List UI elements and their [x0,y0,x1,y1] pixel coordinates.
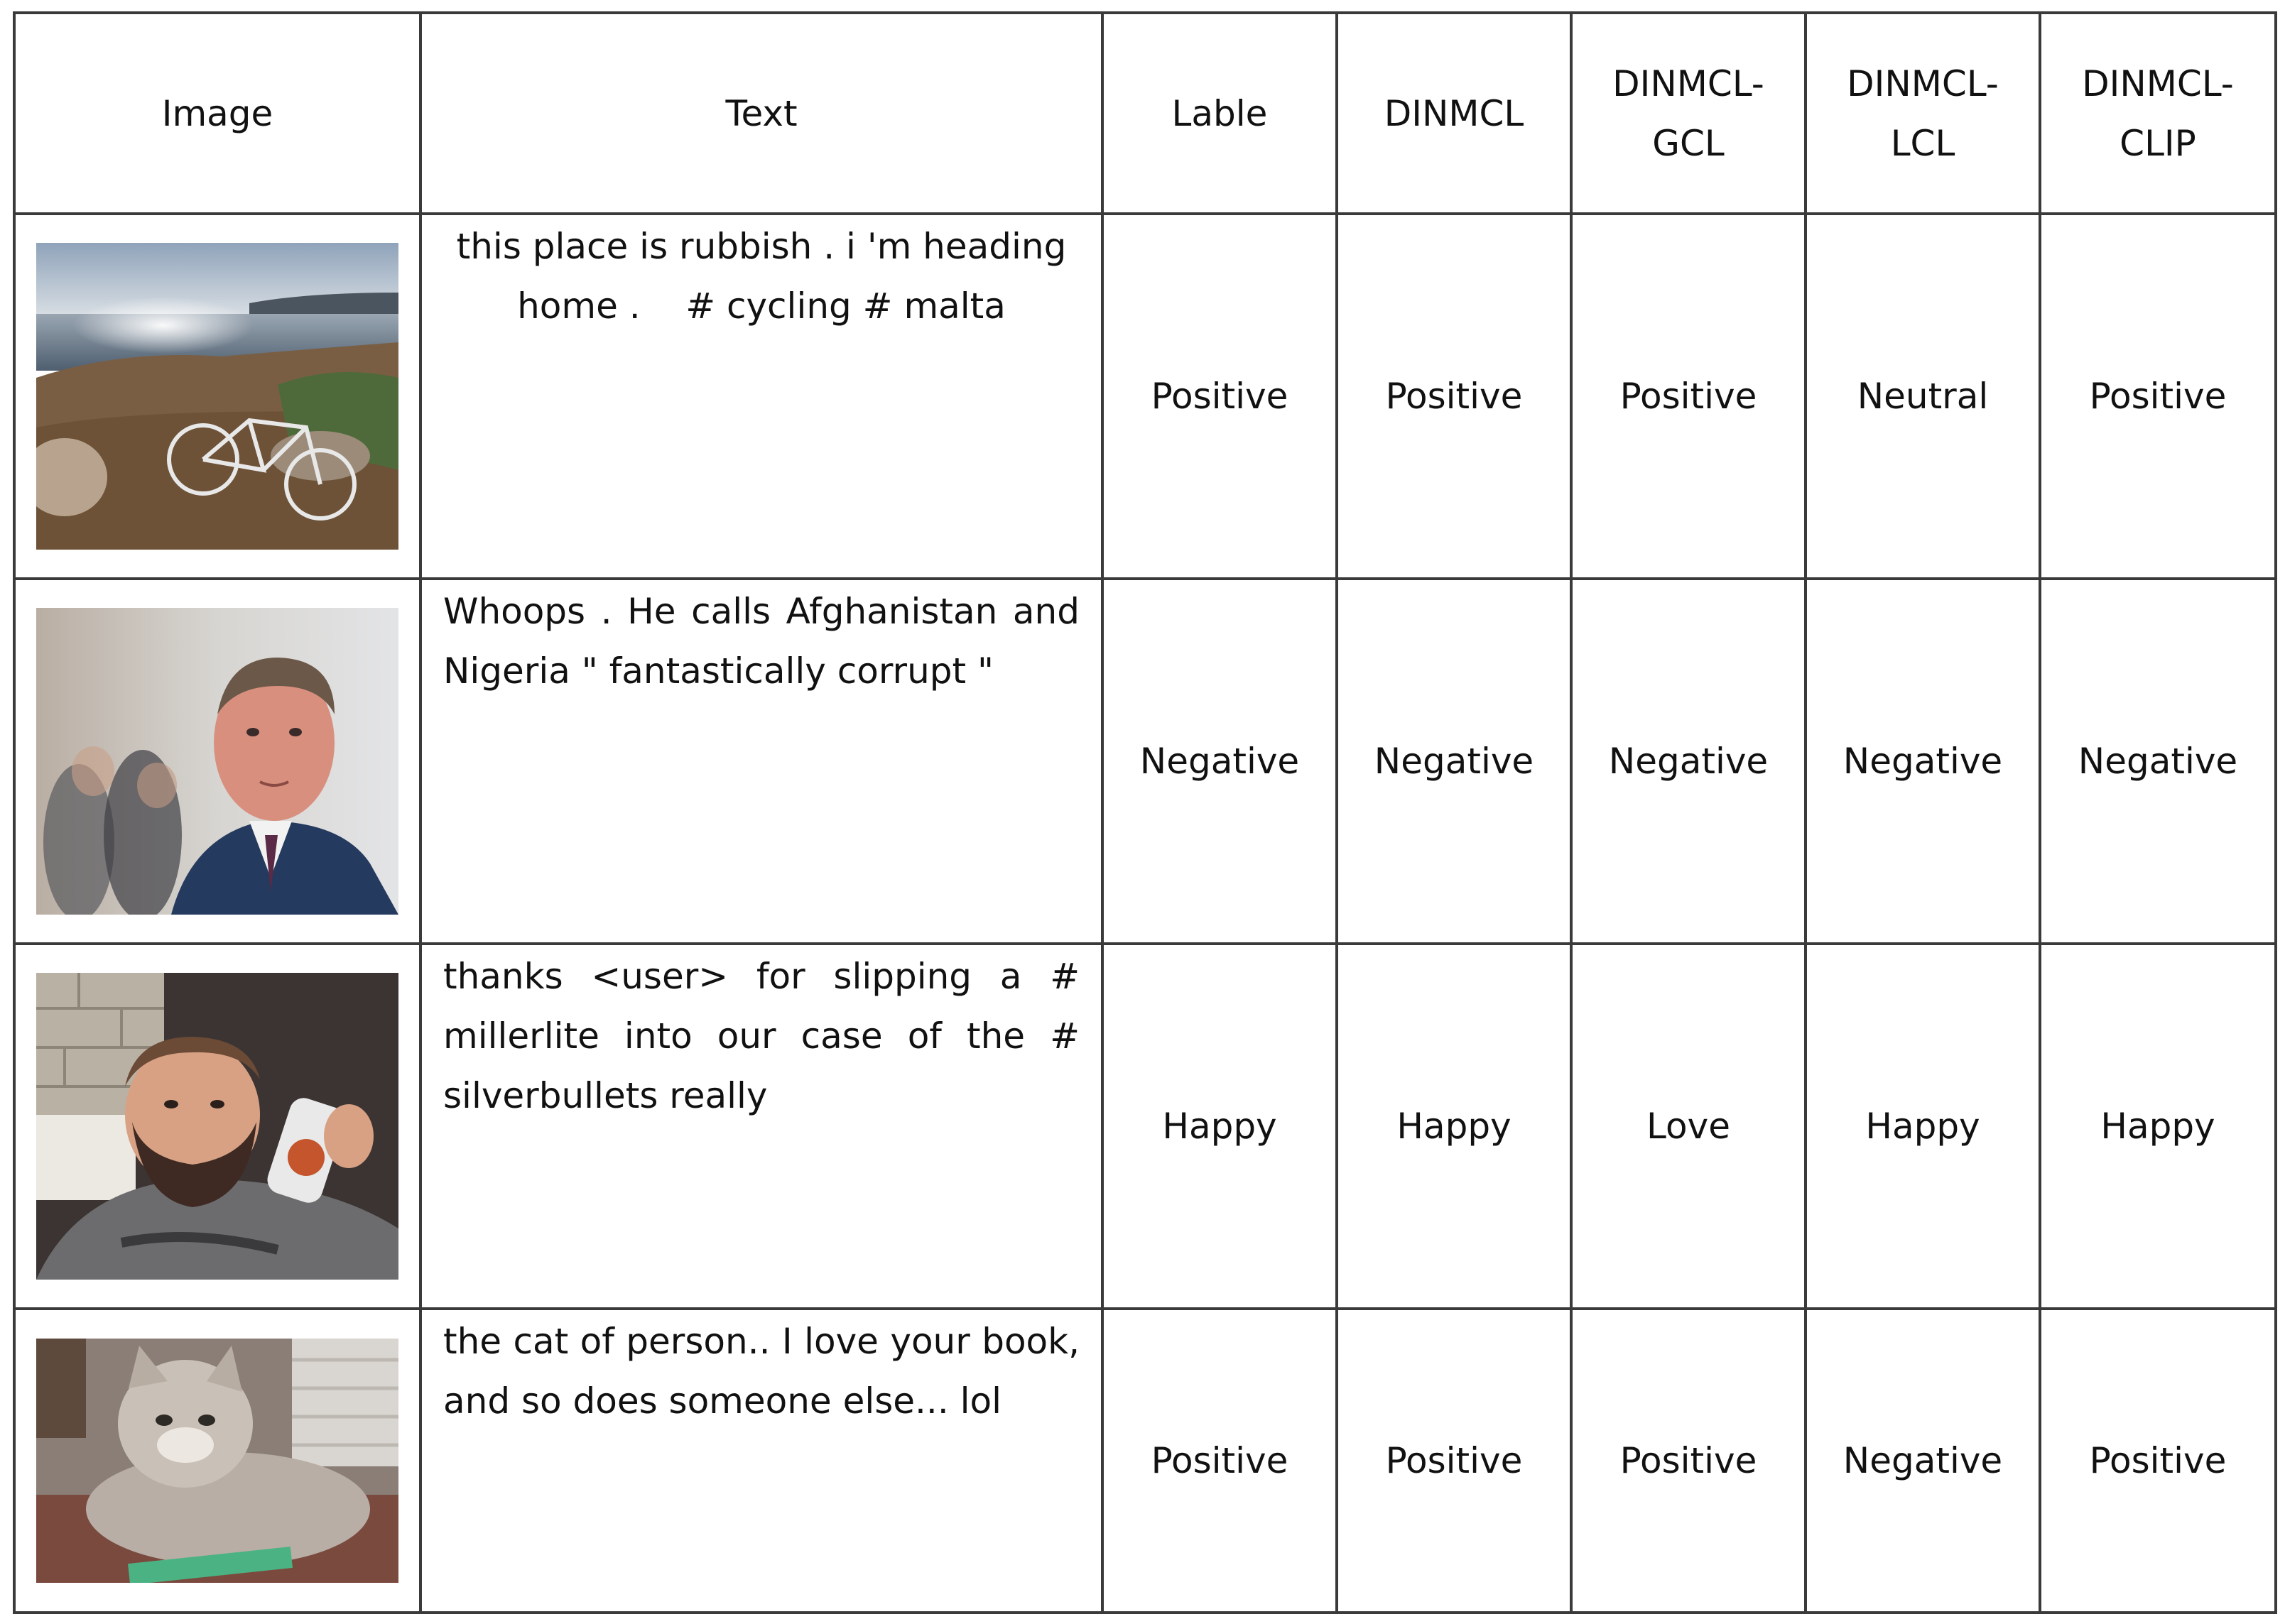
dinmcl-lcl-cell: Neutral [1806,214,2040,579]
label-cell: Positive [1102,1309,1337,1613]
tweet-text: Whoops . He calls Afghanistan and Nigeria " fantastically corrupt " [420,579,1102,944]
dinmcl-cell: Negative [1337,579,1571,944]
bicycle-coast-photo [36,243,398,550]
label-cell: Positive [1102,214,1337,579]
politician-portrait-photo [36,608,398,915]
dinmcl-cell: Happy [1337,944,1571,1309]
image-cell [14,214,420,579]
header-dinmcl-clip: DINMCL- CLIP [2040,13,2276,214]
dinmcl-gcl-cell: Positive [1571,1309,1806,1613]
dinmcl-lcl-cell: Happy [1806,944,2040,1309]
dinmcl-clip-cell: Happy [2040,944,2276,1309]
dinmcl-lcl-cell: Negative [1806,1309,2040,1613]
header-label: Lable [1102,13,1337,214]
tweet-text: the cat of person.. I love your book, and so does someone else... lol [420,1309,1102,1613]
dinmcl-clip-cell: Negative [2040,579,2276,944]
image-cell [14,1309,420,1613]
dinmcl-gcl-cell: Love [1571,944,1806,1309]
image-cell [14,579,420,944]
header-row [14,13,2276,214]
table-row [14,214,2276,579]
dinmcl-lcl-cell: Negative [1806,579,2040,944]
header-text: Text [420,13,1102,214]
bearded-man-beer-photo [36,973,398,1280]
tweet-text: this place is rubbish . i 'm heading home . # cycling # malta [420,214,1102,579]
header-dinmcl-lcl: DINMCL- LCL [1806,13,2040,214]
table-row [14,1309,2276,1613]
results-table [13,11,2277,1614]
dinmcl-gcl-cell: Negative [1571,579,1806,944]
table-row [14,944,2276,1309]
header-dinmcl-gcl: DINMCL- GCL [1571,13,1806,214]
header-dinmcl: DINMCL [1337,13,1571,214]
cat-on-book-photo [36,1339,398,1583]
tweet-text: thanks <user> for slipping a # millerlite into our case of the # silverbullets really [420,944,1102,1309]
label-cell: Negative [1102,579,1337,944]
dinmcl-clip-cell: Positive [2040,214,2276,579]
dinmcl-clip-cell: Positive [2040,1309,2276,1613]
image-cell [14,944,420,1309]
dinmcl-cell: Positive [1337,214,1571,579]
dinmcl-gcl-cell: Positive [1571,214,1806,579]
header-image: Image [14,13,420,214]
table-row [14,579,2276,944]
dinmcl-cell: Positive [1337,1309,1571,1613]
label-cell: Happy [1102,944,1337,1309]
